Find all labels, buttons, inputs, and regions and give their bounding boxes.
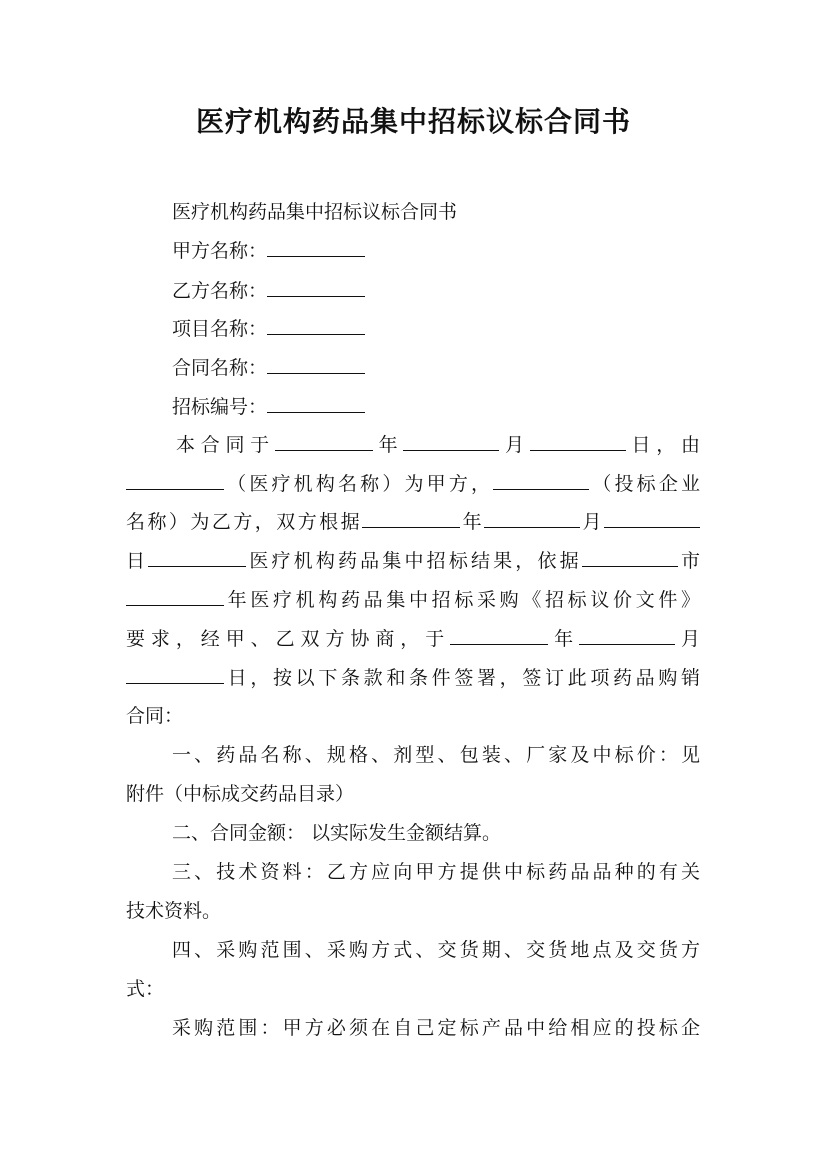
field-label: 招标编号： <box>172 396 268 418</box>
field-label: 甲方名称： <box>172 240 268 262</box>
text-run: （投标企业 <box>589 473 700 495</box>
clause-4-line-2: 式： <box>126 978 165 1000</box>
text-run: 年 <box>548 628 580 650</box>
fill-blank <box>267 394 365 413</box>
fill-blank <box>267 316 365 335</box>
para1-line-3 <box>126 509 700 534</box>
field-project-name <box>172 316 365 341</box>
field-tender-number <box>172 394 365 419</box>
fill-blank <box>450 626 548 645</box>
text-run: 月 <box>675 628 700 650</box>
fill-blank <box>275 432 373 451</box>
fill-blank <box>530 432 626 451</box>
text-run: 年 <box>460 511 485 533</box>
field-label: 项目名称： <box>172 318 268 340</box>
para1-line-2 <box>126 471 700 496</box>
text-run: 月 <box>580 511 604 533</box>
clause-5-line-1: 采购范围：甲方必须在自己定标产品中给相应的投标企 <box>172 1017 700 1039</box>
para1-line-8: 合同： <box>126 705 184 727</box>
fill-blank <box>148 548 246 567</box>
text-run: 本合同于 <box>176 434 275 456</box>
text-run: 年 <box>372 434 404 456</box>
clause-2: 二、合同金额： 以实际发生金额结算。 <box>172 822 502 844</box>
para1-line-4 <box>126 548 700 573</box>
field-party-b <box>172 278 365 303</box>
text-run: 年医疗机构药品集中招标采购《招标议价文件》 <box>224 589 700 611</box>
fill-blank <box>126 471 224 490</box>
clause-3-line-2: 技术资料。 <box>126 900 222 922</box>
clause-3-line-1: 三、技术资料：乙方应向甲方提供中标药品品种的有关 <box>172 861 700 883</box>
clause-4-line-1: 四、采购范围、采购方式、交货期、交货地点及交货方 <box>172 939 700 961</box>
field-label: 乙方名称： <box>172 280 268 302</box>
fill-blank <box>579 626 675 645</box>
text-run: 市 <box>677 550 700 572</box>
field-party-a <box>172 238 365 263</box>
para1-line-1 <box>176 432 700 457</box>
subtitle: 医疗机构药品集中招标议标合同书 <box>172 201 458 223</box>
fill-blank <box>582 548 678 567</box>
para1-line-7 <box>126 665 700 690</box>
text-run: 名称）为乙方，双方根据 <box>126 511 363 533</box>
fill-blank <box>403 432 499 451</box>
fill-blank <box>484 509 580 528</box>
para1-line-6 <box>126 626 700 651</box>
fill-blank <box>493 471 589 490</box>
fill-blank <box>362 509 460 528</box>
text-run: 要求，经甲、乙双方协商，于 <box>126 628 451 650</box>
text-run: 日，由 <box>625 434 700 456</box>
field-contract-name <box>172 355 365 380</box>
text-run: 日 <box>126 550 149 572</box>
text-run: 日，按以下条款和条件签署，签订此项药品购销 <box>224 667 700 689</box>
text-run: 医疗机构药品集中招标结果，依据 <box>246 550 582 572</box>
para1-line-5 <box>126 587 700 612</box>
clause-1-line-1: 一、药品名称、规格、剂型、包装、厂家及中标价：见 <box>172 744 700 766</box>
clause-1-line-2: 附件（中标成交药品目录） <box>126 783 355 805</box>
fill-blank <box>267 278 365 297</box>
text-run: （医疗机构名称）为甲方， <box>224 473 494 495</box>
fill-blank <box>126 587 224 606</box>
document-title: 医疗机构药品集中招标议标合同书 <box>195 105 631 138</box>
fill-blank <box>267 238 365 257</box>
field-label: 合同名称： <box>172 357 268 379</box>
text-run: 月 <box>499 434 530 456</box>
fill-blank <box>126 665 224 684</box>
fill-blank <box>604 509 700 528</box>
fill-blank <box>267 355 365 374</box>
